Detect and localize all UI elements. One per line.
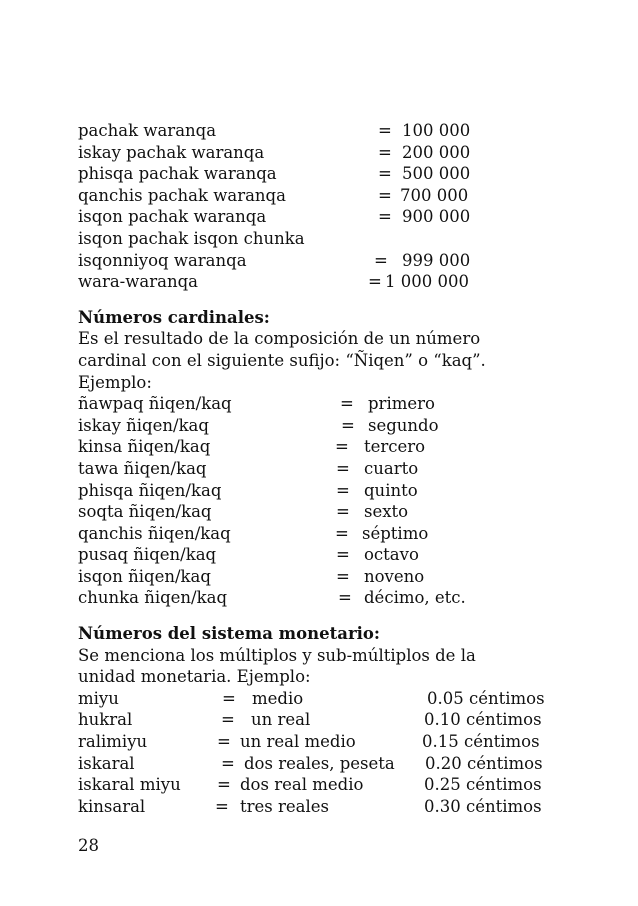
- value: 0.25 céntimos: [424, 775, 542, 795]
- equals-sign: =: [221, 753, 235, 773]
- list-item: [78, 709, 578, 731]
- equals-sign: =: [368, 272, 382, 292]
- equals-sign: =: [338, 588, 352, 608]
- section-heading: Números cardinales:: [78, 307, 270, 327]
- meaning: un real: [251, 710, 311, 730]
- equals-sign: =: [215, 796, 229, 816]
- ordinals-section: [78, 307, 578, 609]
- value: 500 000: [402, 164, 471, 184]
- value: noveno: [364, 566, 425, 586]
- list-item: [78, 250, 578, 272]
- value: 200 000: [402, 142, 471, 162]
- list-item: [78, 480, 578, 502]
- term: ñawpaq ñiqen/kaq: [78, 394, 232, 414]
- value: primero: [368, 394, 435, 414]
- list-item: [78, 458, 578, 480]
- term: isqon ñiqen/kaq: [78, 566, 211, 586]
- meaning: dos reales, peseta: [244, 753, 395, 773]
- meaning: tres reales: [240, 796, 329, 816]
- paragraph-line: cardinal con el siguiente sufijo: “Ñiqen” o “kaq”.: [78, 350, 486, 370]
- list-item: [78, 688, 578, 710]
- term: pusaq ñiqen/kaq: [78, 545, 217, 565]
- value: 0.30 céntimos: [424, 796, 542, 816]
- list-item: [78, 796, 578, 818]
- list-item: [78, 587, 578, 609]
- term: iskay ñiqen/kaq: [78, 415, 209, 435]
- thousands-list: [78, 120, 578, 293]
- value: segundo: [368, 415, 439, 435]
- value: quinto: [364, 480, 418, 500]
- equals-sign: =: [340, 394, 354, 414]
- term: miyu: [78, 688, 119, 708]
- term: iskaral: [78, 753, 135, 773]
- list-item: [78, 544, 578, 566]
- term: qanchis ñiqen/kaq: [78, 523, 231, 543]
- value: 999 000: [402, 250, 471, 270]
- list-item: [78, 163, 578, 185]
- equals-sign: =: [336, 502, 350, 522]
- term: chunka ñiqen/kaq: [78, 588, 228, 608]
- value: octavo: [364, 545, 419, 565]
- term: soqta ñiqen/kaq: [78, 502, 212, 522]
- page-number: 28: [78, 836, 99, 855]
- list-item: [78, 228, 578, 250]
- list-item: [78, 523, 578, 545]
- equals-sign: =: [378, 121, 392, 140]
- equals-sign: =: [378, 164, 392, 184]
- term: iskay pachak waranqa: [78, 142, 265, 162]
- meaning: medio: [252, 688, 304, 708]
- value: décimo, etc.: [364, 588, 466, 608]
- equals-sign: =: [335, 523, 349, 543]
- value: 900 000: [402, 207, 471, 227]
- list-item: [78, 185, 578, 207]
- term: phisqa ñiqen/kaq: [78, 480, 222, 500]
- term: kinsa ñiqen/kaq: [78, 437, 211, 457]
- term: phisqa pachak waranqa: [78, 164, 277, 184]
- equals-sign: =: [217, 732, 231, 752]
- list-item: [78, 436, 578, 458]
- term: tawa ñiqen/kaq: [78, 458, 207, 478]
- term: qanchis pachak waranqa: [78, 185, 286, 205]
- equals-sign: =: [222, 688, 236, 708]
- value: séptimo: [362, 523, 429, 543]
- list-item: [78, 120, 578, 142]
- term: isqonniyoq waranqa: [78, 250, 247, 270]
- section-heading: Números del sistema monetario:: [78, 624, 381, 644]
- list-item: [78, 566, 578, 588]
- page-content: [78, 120, 578, 817]
- monetary-section: [78, 623, 578, 817]
- value: cuarto: [364, 458, 419, 478]
- equals-sign: =: [374, 250, 388, 270]
- paragraph-line: Se menciona los múltiplos y sub-múltiplos de la: [78, 645, 476, 665]
- value: 0.15 céntimos: [422, 732, 540, 752]
- term: wara-waranqa: [78, 272, 198, 292]
- paragraph-line: Ejemplo:: [78, 372, 152, 392]
- value: 700 000: [400, 185, 469, 205]
- paragraph-line: Es el resultado de la composición de un número: [78, 329, 481, 349]
- value: 0.05 céntimos: [427, 688, 545, 708]
- equals-sign: =: [336, 566, 350, 586]
- meaning: un real medio: [240, 732, 356, 752]
- term: isqon pachak waranqa: [78, 207, 267, 227]
- equals-sign: =: [335, 437, 349, 457]
- term: ralimiyu: [78, 732, 148, 752]
- list-item: [78, 142, 578, 164]
- list-item: [78, 753, 578, 775]
- value: tercero: [364, 437, 426, 457]
- equals-sign: =: [378, 142, 392, 162]
- list-item: [78, 271, 578, 293]
- equals-sign: =: [336, 545, 350, 565]
- equals-sign: =: [336, 480, 350, 500]
- equals-sign: =: [378, 185, 392, 205]
- list-item: [78, 206, 578, 228]
- value: 1 000 000: [385, 272, 469, 292]
- list-item: [78, 501, 578, 523]
- term: isqon pachak isqon chunka: [78, 228, 305, 248]
- list-item: [78, 393, 578, 415]
- term: iskaral miyu: [78, 775, 181, 795]
- equals-sign: =: [336, 458, 350, 478]
- value: 0.20 céntimos: [425, 753, 543, 773]
- list-item: [78, 774, 578, 796]
- value: 0.10 céntimos: [424, 710, 542, 730]
- equals-sign: =: [221, 710, 235, 730]
- term: hukral: [78, 710, 133, 730]
- equals-sign: =: [341, 415, 355, 435]
- value: sexto: [364, 502, 409, 522]
- paragraph-line: unidad monetaria. Ejemplo:: [78, 667, 311, 687]
- list-item: [78, 415, 578, 437]
- value: 100 000: [402, 121, 471, 140]
- term: pachak waranqa: [78, 121, 217, 140]
- meaning: dos real medio: [240, 775, 364, 795]
- equals-sign: =: [378, 207, 392, 227]
- list-item: [78, 731, 578, 753]
- term: kinsaral: [78, 796, 146, 816]
- equals-sign: =: [217, 775, 231, 795]
